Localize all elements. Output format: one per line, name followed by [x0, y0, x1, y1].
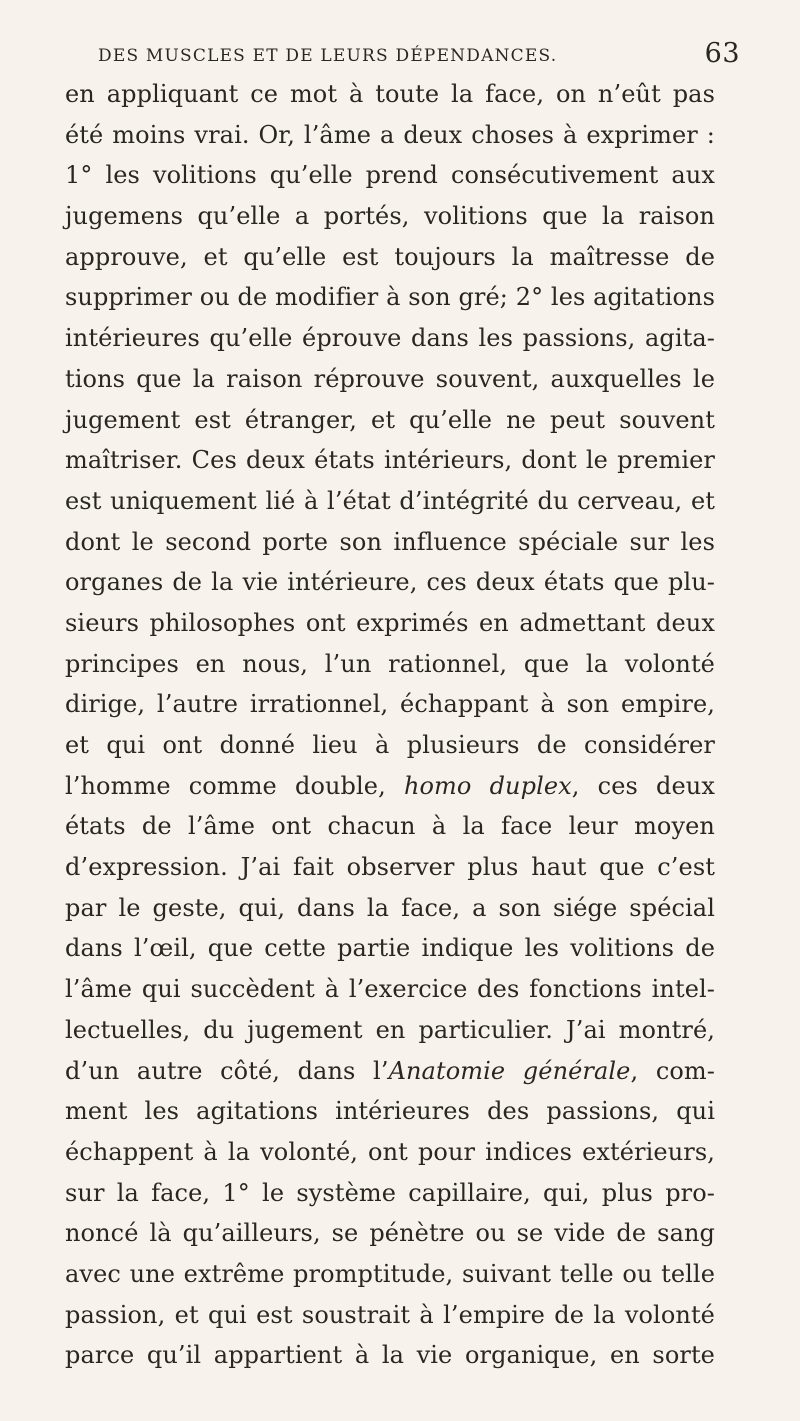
running-title: DES MUSCLES ET DE LEURS DÉPENDANCES. — [98, 46, 558, 66]
text-line: supprimer ou de modifier à son gré; 2° les agitations — [65, 283, 715, 312]
text-line: échappent à la volonté, ont pour indices extérieurs, — [65, 1137, 715, 1166]
text-line: en appliquant ce mot à toute la face, on n’eût pas — [65, 80, 715, 108]
text-line: passion, et qui est soustrait à l’empire de la volonté — [65, 1300, 715, 1329]
text-line: états de l’âme ont chacun à la face leur moyen — [65, 812, 715, 841]
italic-title: Anatomie générale — [388, 1056, 631, 1085]
text-line: ment les agitations intérieures des passions, qui — [65, 1097, 715, 1126]
text-line: l’homme comme double, homo duplex, ces deux — [65, 771, 715, 800]
text-line: avec une extrême promptitude, suivant telle ou telle — [65, 1259, 715, 1288]
text-line: et qui ont donné lieu à plusieurs de considérer — [65, 731, 715, 759]
text-line: lectuelles, du jugement en particulier. J’ai montré, — [65, 1015, 715, 1044]
text-line: dans l’œil, que cette partie indique les volitions de — [65, 934, 715, 963]
text-line: est uniquement lié à l’état d’intégrité du cerveau, et — [65, 486, 715, 515]
text-line: 1° les volitions qu’elle prend consécutivement aux — [65, 161, 715, 190]
text-line: sur la face, 1° le système capillaire, qui, plus pro- — [65, 1178, 715, 1207]
text-line: sieurs philosophes ont exprimés en admettant deux — [65, 608, 715, 637]
text-line: approuve, et qu’elle est toujours la maîtresse de — [65, 242, 715, 271]
text-line: organes de la vie intérieure, ces deux états que plu- — [65, 568, 715, 597]
text-line: intérieures qu’elle éprouve dans les passions, agita- — [65, 324, 715, 353]
text-line: maîtriser. Ces deux états intérieurs, dont le premier — [65, 446, 715, 475]
text-line: l’âme qui succèdent à l’exercice des fonctions intel- — [65, 975, 715, 1004]
text-line: jugement est étranger, et qu’elle ne peut souvent — [65, 405, 715, 434]
text-line: été moins vrai. Or, l’âme a deux choses à exprimer : — [65, 120, 715, 149]
text-line: dont le second porte son influence spéciale sur les — [65, 527, 715, 556]
text-line: parce qu’il appartient à la vie organique, en sorte — [65, 1341, 715, 1370]
italic-term: homo duplex — [403, 771, 572, 800]
text-line: noncé là qu’ailleurs, se pénètre ou se vide de sang — [65, 1219, 715, 1248]
running-head — [98, 36, 740, 76]
text-line: dirige, l’autre irrationnel, échappant à son empire, — [65, 690, 715, 719]
body-text — [65, 74, 715, 1376]
text-line: principes en nous, l’un rationnel, que la volonté — [65, 649, 715, 678]
text-line: d’un autre côté, dans l’Anatomie générale, com- — [65, 1056, 715, 1085]
text-line: d’expression. J’ai fait observer plus haut que c’est — [65, 853, 715, 882]
text-line: par le geste, qui, dans la face, a son siége spécial — [65, 893, 715, 922]
text-line: jugemens qu’elle a portés, volitions que la raison — [65, 202, 715, 231]
text-line: tions que la raison réprouve souvent, auxquelles le — [65, 364, 715, 393]
page-number: 63 — [704, 38, 740, 69]
